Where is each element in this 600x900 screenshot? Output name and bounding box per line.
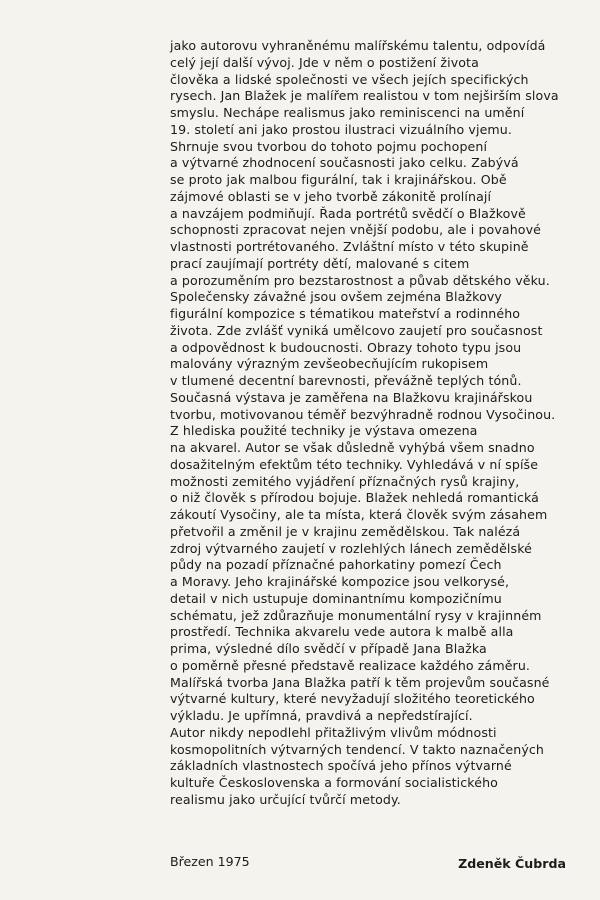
document-date: Březen 1975 <box>170 854 250 869</box>
text-line: tvorbu, motivovanou téměř bezvýhradně rodnou Vysočinou. <box>170 406 556 422</box>
text-line: člověka a lidské společnosti ve všech jejích specifických <box>170 71 529 87</box>
text-line: zákoutí Vysočiny, ale ta místa, která člověk svým zásahem <box>170 507 548 522</box>
text-line: jako autorovu vyhraněnému malířskému talentu, odpovídá <box>170 38 546 53</box>
text-line: vlastnosti portrétovaného. Zvláštní místo v této skupině <box>170 239 529 254</box>
text-line: rysech. Jan Blažek je malířem realistou v tom nejširším slova <box>170 88 559 104</box>
text-line: realismu jako určující tvůrčí metody. <box>170 791 401 807</box>
text-line: kultuře Československa a formování socialistického <box>170 775 498 790</box>
text-line: Shrnuje svou tvorbou do tohoto pojmu pochopení <box>170 138 488 154</box>
text-line: základních vlastnostech spočívá jeho přínos výtvarné <box>170 758 512 774</box>
text-line: malovány výrazným zevšeobecňujícím rukopisem <box>170 356 489 372</box>
text-line: přetvořil a změnil je v krajinu zemědělskou. Tak nalézá <box>170 523 521 539</box>
text-line: a Moravy. Jeho krajinářské kompozice jsou velkorysé, <box>170 574 510 589</box>
text-line: o poměrně přesné představě realizace každého záměru. <box>170 657 531 673</box>
text-line: a navzájem podmiňují. Řada portrétů svědčí o Blažkově <box>170 205 526 221</box>
text-line: smyslu. Nechápe realismus jako reminiscenci na umění <box>170 105 525 120</box>
text-line: Autor nikdy nepodlehl přitažlivým vlivům módnosti <box>170 724 497 740</box>
text-line: možnosti zemitého vyjádření příznačných rysů krajiny, <box>170 473 520 489</box>
text-line: se proto jak malbou figurální, tak i krajinářskou. Obě <box>170 172 507 187</box>
text-line: prací zaujímají portréty dětí, malované s citem <box>170 255 470 271</box>
text-line: výtvarné kultury, které nevyžadují složitého teoretického <box>170 691 535 707</box>
text-line: Společensky závažné jsou ovšem zejména Blažkovy <box>170 289 502 305</box>
text-line: figurální kompozice s tématikou mateřství a rodinného <box>170 306 521 321</box>
text-line: 19. století ani jako prostou ilustraci vizuálního vjemu. <box>170 121 512 137</box>
text-line: Malířská tvorba Jana Blažka patří k těm projevům současné <box>170 674 550 690</box>
text-line: prostředí. Technika akvarelu vede autora k malbě alla <box>170 624 514 640</box>
text-line: v tlumené decentní barevnosti, převážně teplých tónů. <box>170 373 522 388</box>
text-line: dosažitelným efektům této techniky. Vyhledává v ní spíše <box>170 456 539 472</box>
text-line: života. Zde zvlášť vyniká umělcovo zaujetí pro současnost <box>170 322 543 338</box>
text-line: zájmové oblasti se v jeho tvorbě zákonitě prolínají <box>170 188 492 204</box>
text-line: zdroj výtvarného zaujetí v rozlehlých lánech zemědělské <box>170 540 532 556</box>
text-line: kosmopolitních výtvarných tendencí. V takto naznačených <box>170 741 544 757</box>
text-line: o niž člověk s přírodou bojuje. Blažek nehledá romantická <box>170 490 539 506</box>
text-line: prima, výsledné dílo svědčí v případě Jana Blažka <box>170 641 487 656</box>
text-line: a odpovědnost k budoucnosti. Obrazy tohoto typu jsou <box>170 339 522 355</box>
text-line: schématu, jež zdůrazňuje monumentální rysy v krajinném <box>170 607 542 623</box>
text-line: půdy na pozadí příznačné pahorkatiny pomezí Čech <box>170 557 502 573</box>
text-line: detail v nich ustupuje dominantnímu kompozičnímu <box>170 590 502 606</box>
text-line: Současná výstava je zaměřena na Blažkovu krajinářskou <box>170 389 533 405</box>
text-line: a výtvarné zhodnocení současnosti jako celku. Zabývá <box>170 155 519 171</box>
text-line: Z hlediska použité techniky je výstava omezena <box>170 423 478 439</box>
article-body <box>170 38 580 809</box>
text-line: schopnosti zpracovat nejen vnější podobu, ale i povahové <box>170 222 542 238</box>
text-line: a porozuměním pro bezstarostnost a půvab dětského věku. <box>170 272 550 288</box>
text-line: výkladu. Je upřímná, pravdivá a nepředstírající. <box>170 708 473 723</box>
author-signature: Zdeněk Čubrda <box>458 856 566 871</box>
text-line: celý její další vývoj. Jde v něm o postižení života <box>170 54 479 70</box>
text-line: na akvarel. Autor se však důsledně vyhýbá všem snadno <box>170 440 535 455</box>
